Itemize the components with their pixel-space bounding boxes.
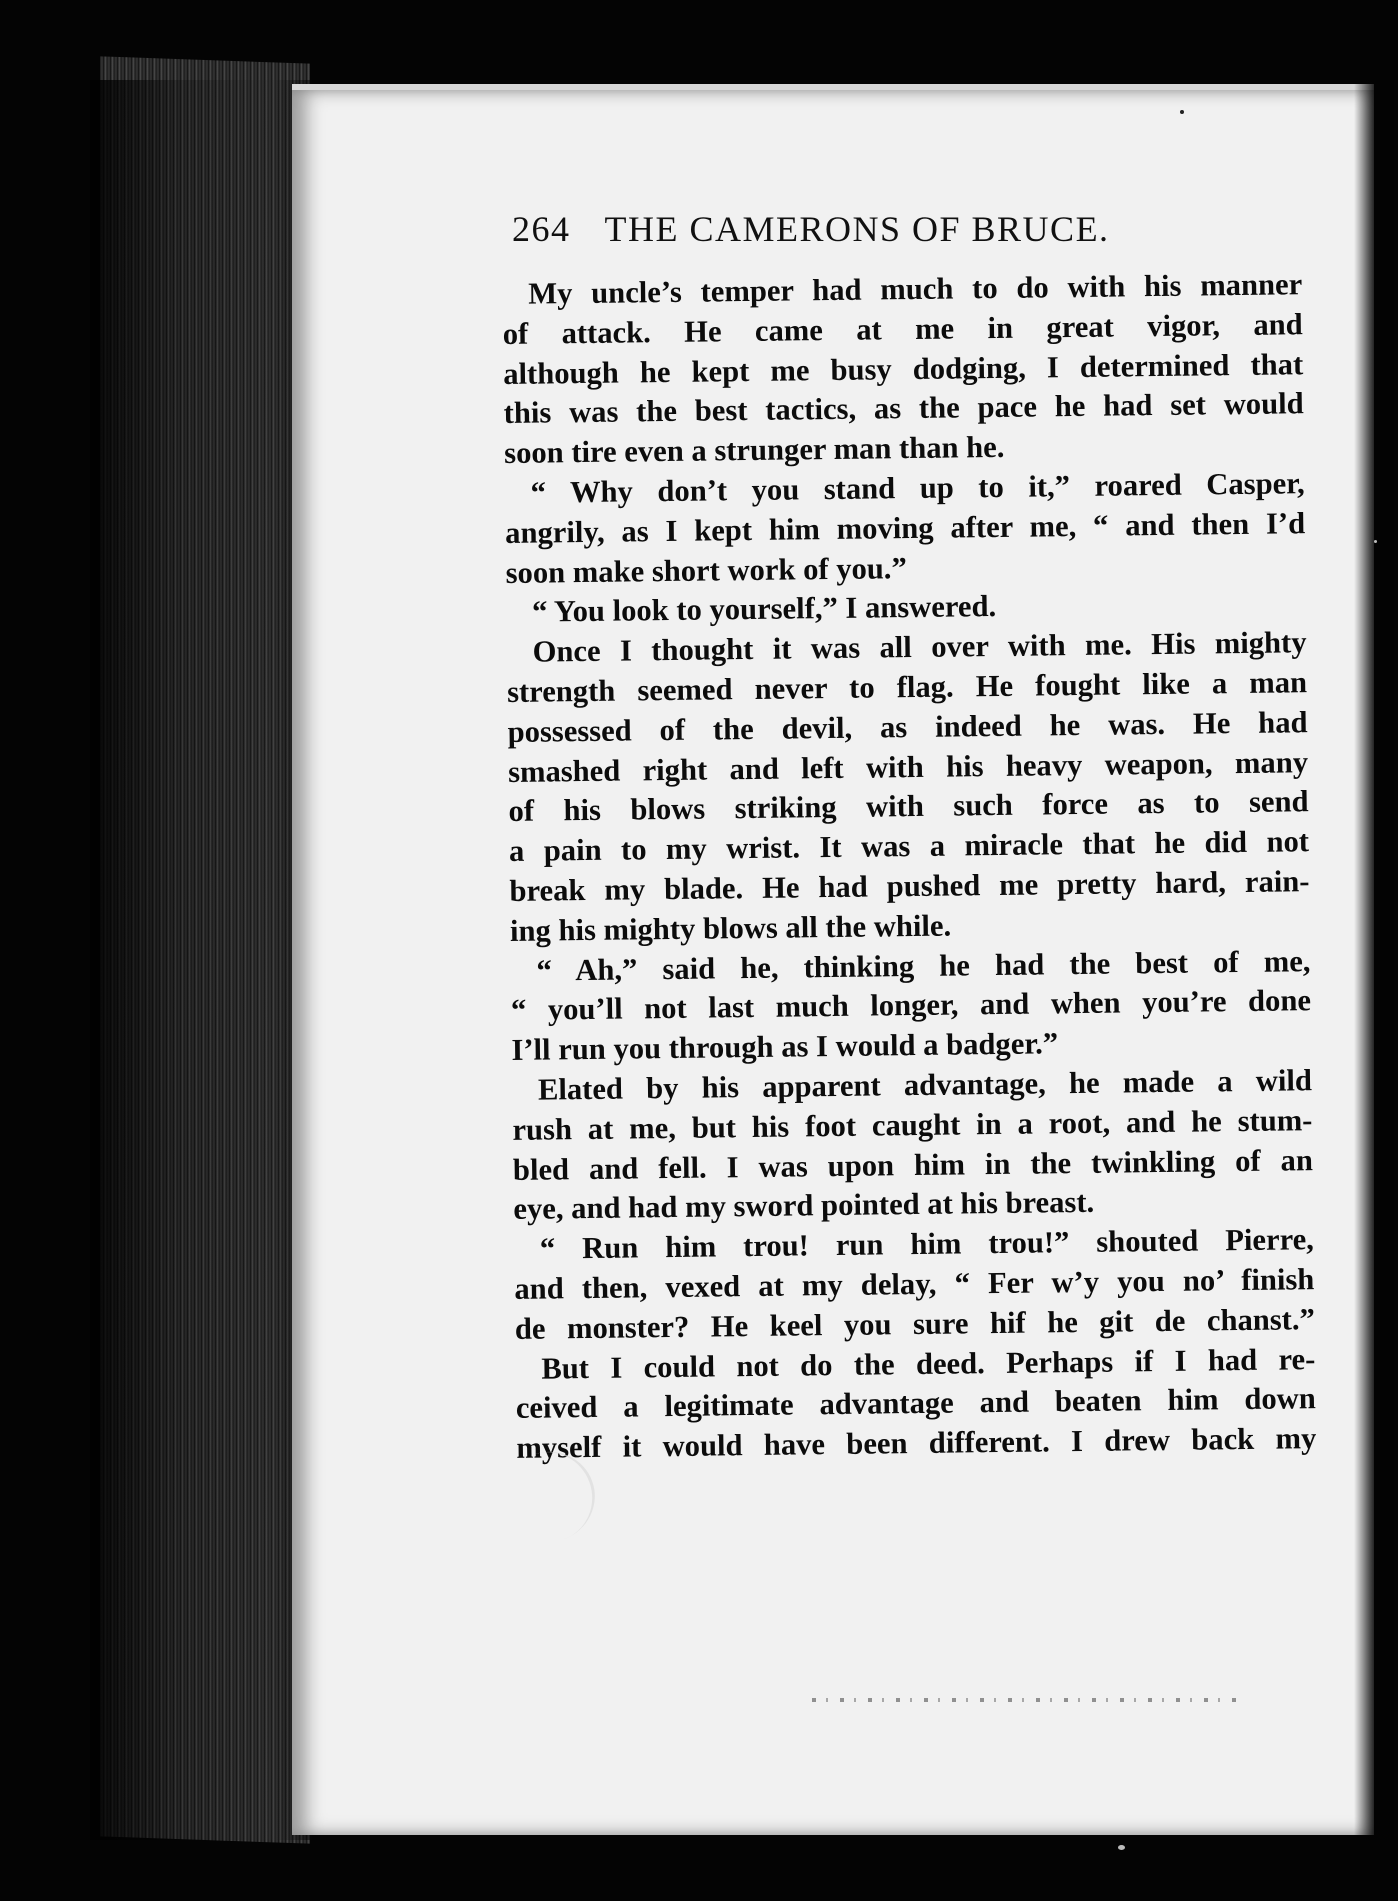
text-line: “ Why don’t you stand up to it,” roared Casper,	[530, 466, 1305, 510]
text-line: “ You look to yourself,” I answered.	[531, 589, 997, 630]
dust-speck	[1374, 540, 1377, 543]
text-line: this was the best tactics, as the pace he had set would	[503, 386, 1304, 431]
text-line: eye, and had my sword pointed at his breast.	[513, 1185, 1095, 1227]
text-line: Once I thought it was all over with me. His mighty	[532, 625, 1307, 669]
text-line: angrily, as I kept him moving after me, “ and then I’d	[504, 505, 1306, 550]
book-page	[292, 84, 1374, 1835]
text-line: “ Ah,” said he, thinking he had the best of me,	[536, 943, 1311, 988]
text-line: a pain to my wrist. It was a miracle that he did not	[508, 824, 1310, 869]
text-line: of attack. He came at me in great vigor, and	[502, 307, 1303, 351]
body-text	[502, 265, 1317, 1469]
text-line: My uncle’s temper had much to do with his manner	[528, 267, 1303, 311]
text-line: break my blade. He had pushed me pretty hard, rain-	[509, 864, 1310, 908]
text-line: of his blows striking with such force as to send	[508, 784, 1309, 829]
text-line: de monster? He keel you sure hif he git de chanst.”	[514, 1301, 1316, 1346]
text-line: rush at me, but his foot caught in a root, and he stum-	[512, 1102, 1313, 1147]
dust-speck	[1118, 1845, 1125, 1850]
text-line: ing his mighty blows all the while.	[509, 908, 952, 948]
text-line: I’ll run you through as I would a badger.”	[511, 1026, 1059, 1068]
text-line: ceived a legitimate advantage and beaten him down	[515, 1381, 1316, 1426]
text-line: and then, vexed at my delay, “ Fer w’y you no’ finish	[514, 1262, 1315, 1306]
page-number: 264	[512, 209, 571, 249]
text-line: although he kept me busy dodging, I determined that	[502, 346, 1304, 391]
text-line: “ you’ll not last much longer, and when you’re done	[510, 983, 1312, 1028]
text-line: “ Run him trou! run him trou!” shouted Pierre,	[539, 1222, 1315, 1266]
text-line: soon make short work of you.”	[505, 550, 907, 590]
text-line: myself it would have been different. I drew back my	[516, 1421, 1317, 1466]
scan-artifact-line	[812, 1698, 1242, 1702]
text-line: Elated by his apparent advantage, he made a wild	[537, 1063, 1313, 1107]
text-line: bled and fell. I was upon him in the twinkling of an	[512, 1142, 1314, 1187]
book-edge-shadow	[90, 80, 320, 1840]
text-line: smashed right and left with his heavy weapon, many	[507, 744, 1309, 789]
text-line: strength seemed never to flag. He fought like a man	[506, 665, 1308, 709]
text-line: soon tire even a strunger man than he.	[503, 430, 1005, 471]
running-header	[512, 208, 1398, 250]
running-title: THE CAMERONS OF BRUCE.	[604, 209, 1110, 249]
text-line: But I could not do the deed. Perhaps if I had re-	[541, 1341, 1316, 1386]
text-line: possessed of the devil, as indeed he was. He had	[507, 704, 1308, 749]
dust-speck	[1180, 110, 1184, 114]
